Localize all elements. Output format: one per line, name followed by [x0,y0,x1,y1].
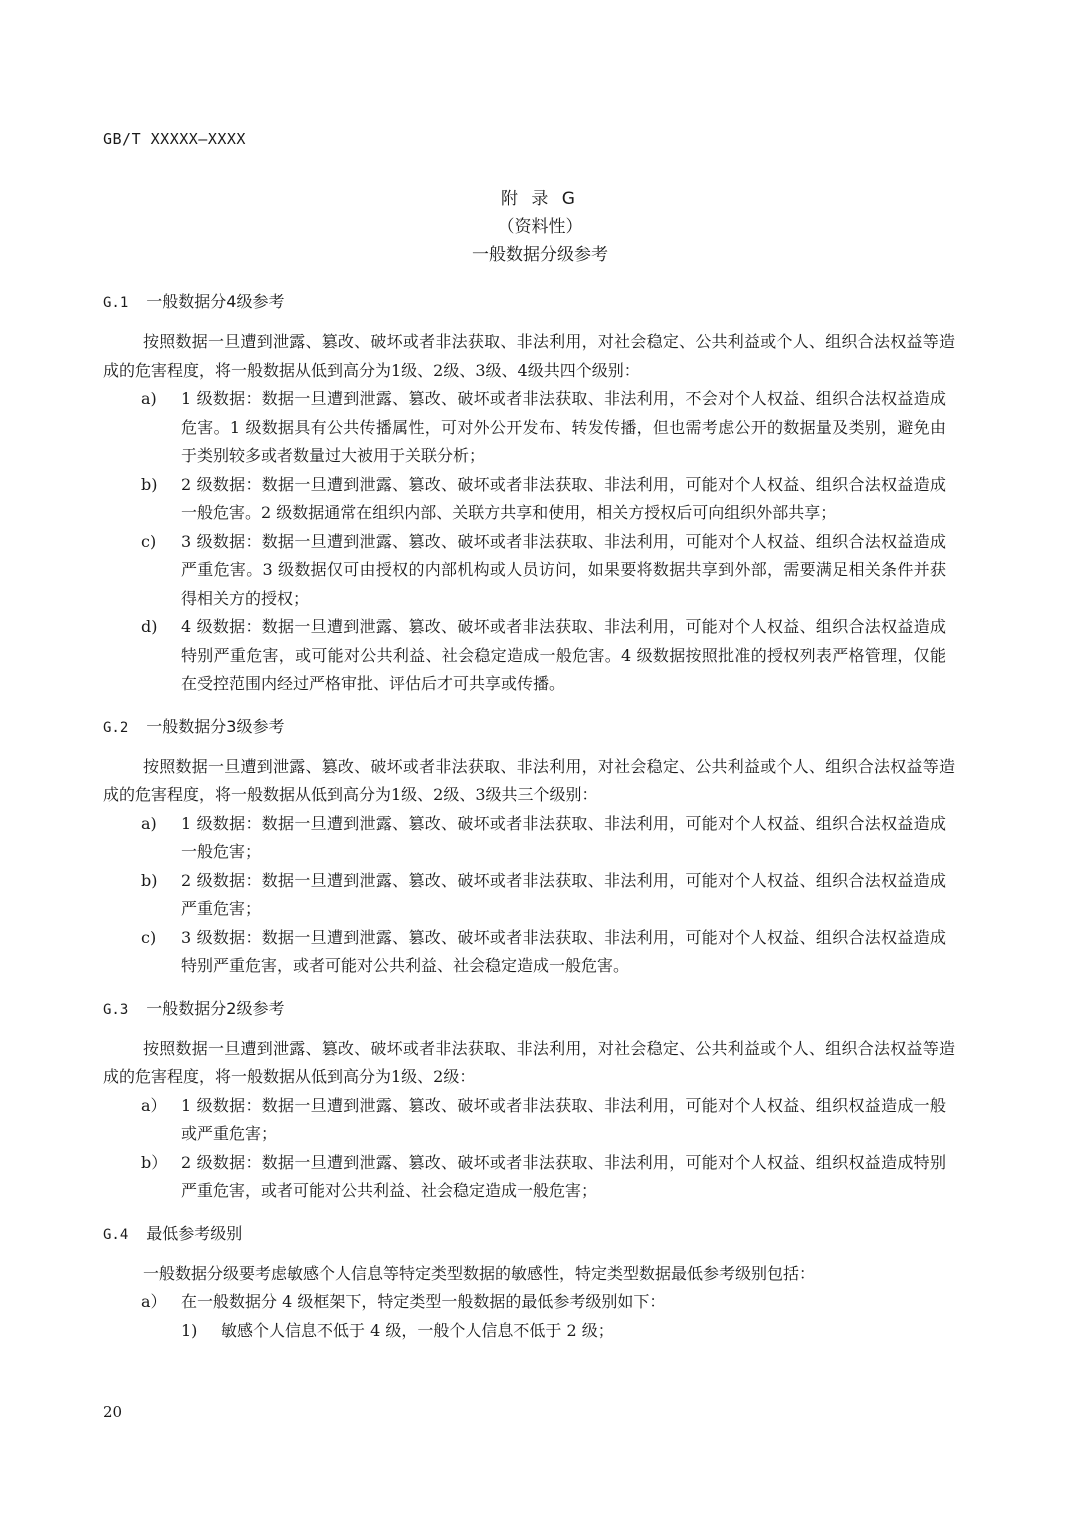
list-item [103,613,955,699]
section-heading [103,288,955,316]
list-item [103,924,955,981]
section-heading [103,713,955,741]
section-title: 最低参考级别 [146,1223,243,1243]
item-label: a) [141,389,157,408]
section-g1 [103,288,955,699]
item-label: b) [141,474,158,494]
section-g2 [103,713,955,981]
appendix-content [103,288,955,1359]
page-number: 20 [103,1403,123,1421]
sub-item-label: 1) [181,1320,198,1340]
section-title: 一般数据分3级参考 [146,716,285,736]
section-heading [103,1220,955,1248]
list-item [103,385,955,471]
section-g3 [103,995,955,1206]
section-title: 一般数据分2级参考 [146,998,285,1018]
section-number: G.3 [103,1001,129,1018]
item-text: 在一般数据分 4 级框架下，特定类型一般数据的最低参考级别如下： [181,1292,666,1311]
sub-item-text: 敏感个人信息不低于 4 级，一般个人信息不低于 2 级； [221,1320,614,1340]
list-item [103,1092,955,1149]
item-label: c) [141,531,157,551]
item-label: d) [141,617,158,636]
item-text: 2 级数据：数据一旦遭到泄露、篡改、破坏或者非法获取、非法利用，可能对个人权益、组织权益造成特别严重危害，或者可能对公共利益、社会稳定造成一般危害； [181,1152,946,1200]
appendix-name: 一般数据分级参考 [472,245,608,265]
list-item [103,1149,955,1206]
item-label: c) [141,927,157,947]
section-number: G.2 [103,719,129,736]
item-text: 3 级数据：数据一旦遭到泄露、篡改、破坏或者非法获取、非法利用，可能对个人权益、组织合法权益造成特别严重危害，或者可能对公共利益、社会稳定造成一般危害。 [181,927,946,975]
section-intro: 按照数据一旦遭到泄露、篡改、破坏或者非法获取、非法利用，对社会稳定、公共利益或个人、组织合法权益等造成的危害程度，将一般数据从低到高分为1级、2级： [103,1038,955,1086]
item-text: 2 级数据：数据一旦遭到泄露、篡改、破坏或者非法获取、非法利用，可能对个人权益、组织合法权益造成严重危害； [181,870,946,918]
appendix-type: （资料性） [497,217,583,237]
item-text: 2 级数据：数据一旦遭到泄露、篡改、破坏或者非法获取、非法利用，可能对个人权益、组织合法权益造成一般危害。2 级数据通常在组织内部、关联方共享和使用，相关方授权后可向组织外部共享； [181,474,946,522]
item-text: 1 级数据：数据一旦遭到泄露、篡改、破坏或者非法获取、非法利用，不会对个人权益、组织合法权益造成危害。1 级数据具有公共传播属性，可对外公开发布、转发传播，但也需考虑公开的数据量及类别，避免由于类别较多或者数量过大被用于关联分析； [181,389,946,465]
list-item [103,810,955,867]
item-label: a) [141,813,157,833]
section-number: G.1 [103,295,129,311]
item-label: b） [141,1152,168,1172]
appendix-title: 附 录 G [501,189,579,209]
item-label: a） [141,1292,167,1311]
standard-code: GB/T XXXXX—XXXX [103,130,246,148]
sub-list-item [103,1317,955,1346]
item-label: b) [141,870,158,890]
section-intro: 一般数据分级要考虑敏感个人信息等特定类型数据的敏感性，特定类型数据最低参考级别包括： [143,1263,816,1283]
section-heading [103,995,955,1023]
item-text: 4 级数据：数据一旦遭到泄露、篡改、破坏或者非法获取、非法利用，可能对个人权益、组织合法权益造成特别严重危害，或可能对公共利益、社会稳定造成一般危害。4 级数据按照批准的授权列表严格管理，仅能在受控范围内经过严格审批、评估后才可共享或传播。 [181,617,946,693]
section-number: G.4 [103,1226,129,1243]
item-text: 1 级数据：数据一旦遭到泄露、篡改、破坏或者非法获取、非法利用，可能对个人权益、组织合法权益造成一般危害； [181,813,946,861]
section-title: 一般数据分4级参考 [146,292,285,311]
list-item [103,471,955,528]
list-item [103,867,955,924]
section-intro: 按照数据一旦遭到泄露、篡改、破坏或者非法获取、非法利用，对社会稳定、公共利益或个人、组织合法权益等造成的危害程度，将一般数据从低到高分为1级、2级、3级、4级共四个级别： [103,332,955,380]
list-item [103,1288,955,1317]
list-item [103,528,955,614]
section-intro: 按照数据一旦遭到泄露、篡改、破坏或者非法获取、非法利用，对社会稳定、公共利益或个人、组织合法权益等造成的危害程度，将一般数据从低到高分为1级、2级、3级共三个级别： [103,756,955,804]
item-label: a） [141,1095,167,1115]
item-text: 3 级数据：数据一旦遭到泄露、篡改、破坏或者非法获取、非法利用，可能对个人权益、组织合法权益造成严重危害。3 级数据仅可由授权的内部机构或人员访问，如果要将数据共享到外部，需要满足相关条件并获得相关方的授权； [181,531,946,608]
section-g4 [103,1220,955,1346]
item-text: 1 级数据：数据一旦遭到泄露、篡改、破坏或者非法获取、非法利用，可能对个人权益、组织权益造成一般或严重危害； [181,1095,946,1143]
